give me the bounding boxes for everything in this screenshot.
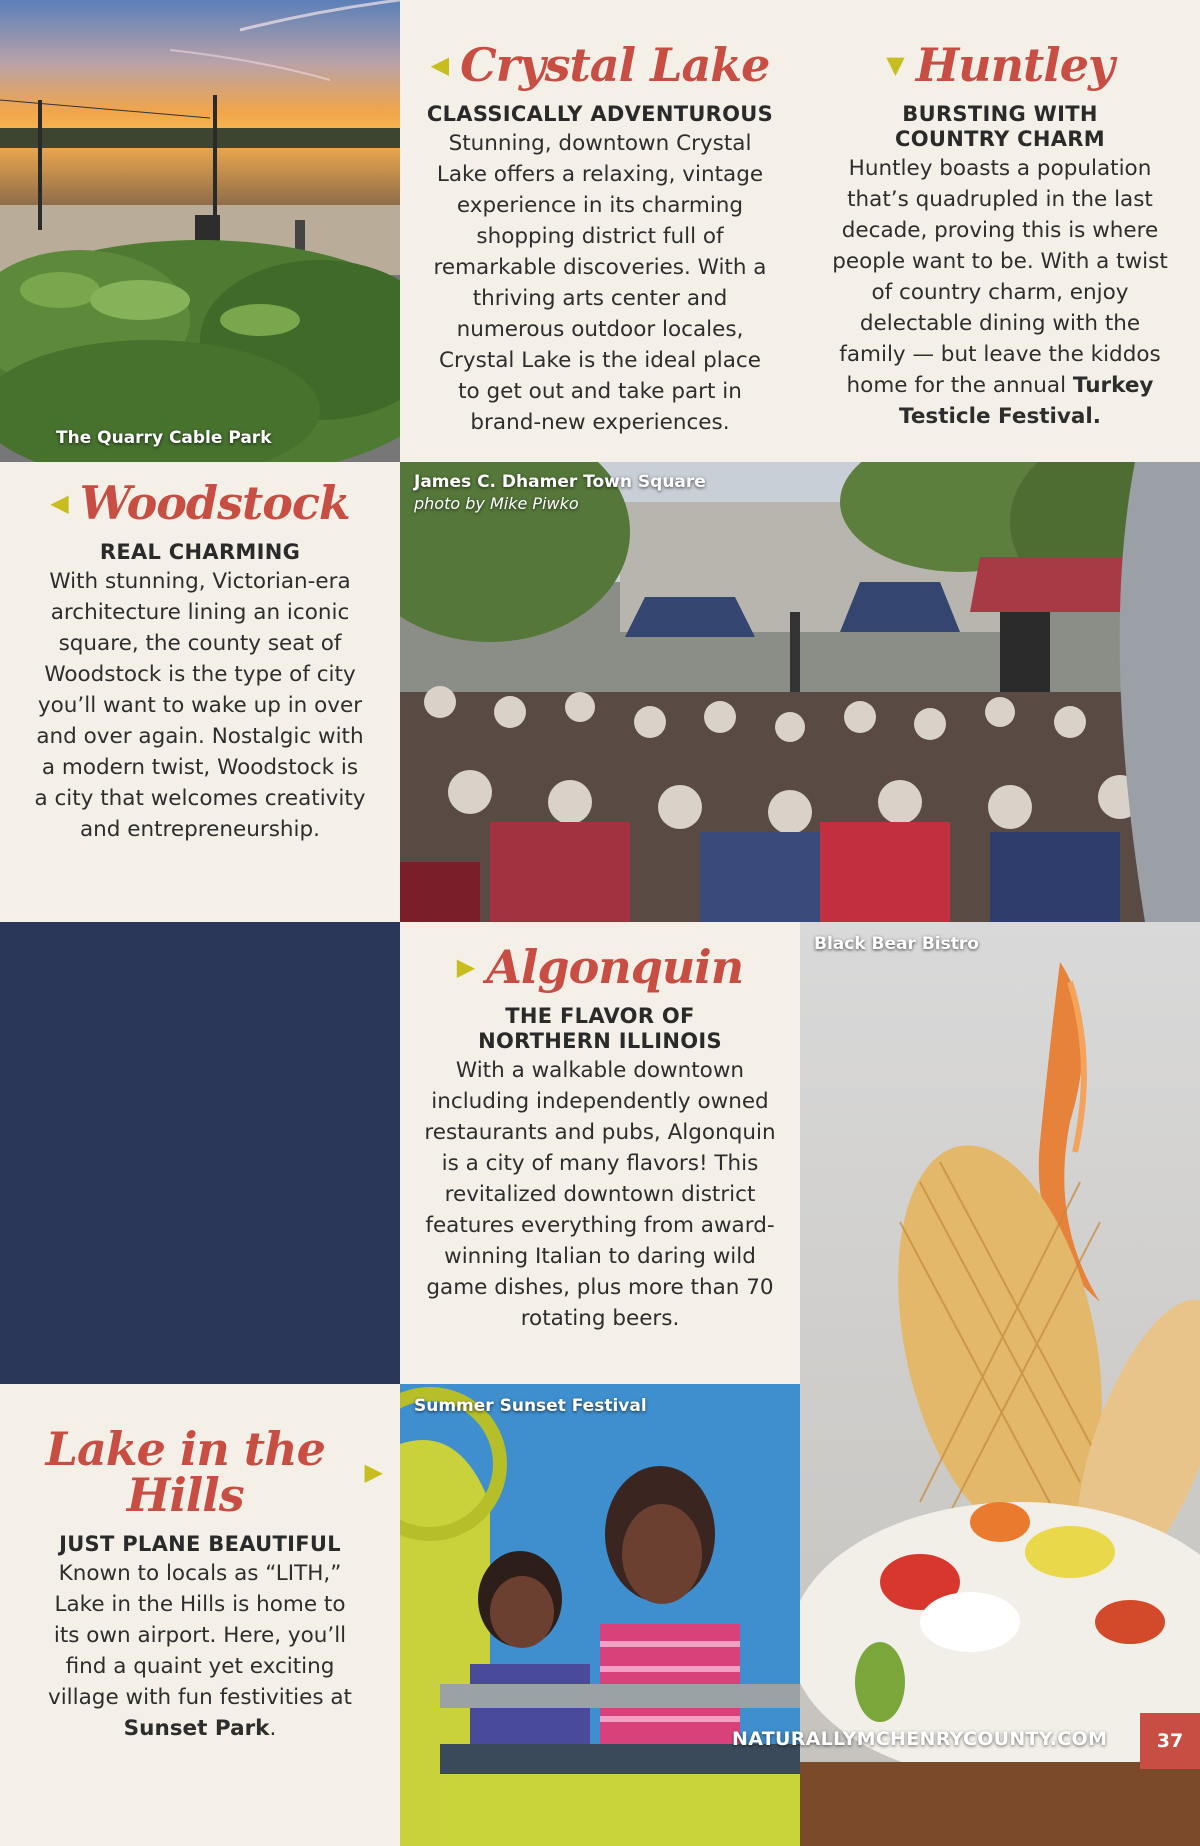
lake-in-the-hills-section: [0, 1384, 400, 1846]
arrow-left-icon: ◀: [430, 50, 449, 79]
black-bear-bistro-photo: [800, 922, 1200, 1846]
huntley-section: [800, 0, 1200, 462]
website-link[interactable]: NATURALLYMCHENRYCOUNTY.COM: [732, 1728, 1108, 1750]
algonquin-subtitle: [418, 1004, 782, 1054]
huntley-heading: [818, 38, 1182, 92]
quarry-cable-park-photo: [0, 0, 400, 462]
algonquin-section: [400, 922, 800, 1384]
arrow-left-icon: ◀: [50, 488, 68, 517]
town-square-photo-credit: photo by Mike Piwko: [414, 494, 579, 513]
crystal-lake-body: Stunning, downtown Crystal Lake offers a relaxing, vintage experience in its charming shopping district full of remarkable discoveries. With a thriving arts center and numerous outdoor locales, Crystal Lake is the ideal place to get out and take part in brand-new experiences.: [433, 131, 767, 435]
town-square-photo: [400, 462, 1200, 922]
page-number: 37: [1140, 1713, 1200, 1769]
algonquin-subtitle-line2: NORTHERN ILLINOIS: [478, 1029, 722, 1054]
huntley-body: [818, 154, 1182, 433]
crystal-lake-section: [400, 0, 800, 462]
algonquin-heading: [418, 940, 782, 994]
algonquin-title: Algonquin: [486, 940, 744, 994]
algonquin-body: With a walkable downtown including independently owned restaurants and pubs, Algonquin is a city of many flavors! This revitalized downtown district features everything from award-winning Italian to daring wild game dishes, plus more than 70 rotating beers.: [424, 1058, 776, 1331]
festival-caption: Summer Sunset Festival: [414, 1396, 647, 1416]
lith-body-end: .: [269, 1715, 277, 1741]
huntley-subtitle-line2: COUNTRY CHARM: [895, 127, 1105, 152]
huntley-subtitle: [818, 102, 1182, 152]
sunset-park: Sunset Park: [123, 1715, 270, 1741]
lith-body: [18, 1559, 382, 1745]
arrow-right-icon: ▶: [456, 952, 475, 981]
woodstock-subtitle: REAL CHARMING: [99, 540, 301, 564]
woodstock-heading: [18, 476, 382, 530]
algonquin-subtitle-line1: THE FLAVOR OF: [505, 1004, 695, 1028]
bistro-caption: Black Bear Bistro: [814, 934, 979, 954]
lith-subtitle: JUST PLANE BEAUTIFUL: [59, 1532, 341, 1556]
lith-heading: [18, 1422, 382, 1522]
lith-title: Lake in the Hills: [45, 1422, 325, 1522]
woodstock-section: [0, 462, 400, 922]
crystal-lake-heading: [418, 38, 782, 92]
crystal-lake-title: Crystal Lake: [460, 38, 770, 92]
turkey-testicle-festival: Turkey Testicle Festival.: [899, 373, 1154, 429]
huntley-body-text: Huntley boasts a population that’s quadrupled in the last decade, proving this is where people want to be. With a twist of country charm, enjoy delectable dining with the family — but leave the kiddos home for the annual: [832, 156, 1168, 399]
woodstock-body: With stunning, Victorian-era architecture lining an iconic square, the county seat of Woodstock is the type of city you’ll want to wake up in over and over again. Nostalgic with a modern twist, Woodstock is a city that welcomes creativity and entrepreneurship.: [34, 569, 366, 842]
woodstock-title: Woodstock: [79, 476, 350, 530]
summer-sunset-festival-photo: [400, 1384, 800, 1846]
arrow-down-icon: ▼: [886, 50, 904, 79]
lith-body-text: Known to locals as “LITH,” Lake in the Hills is home to its own airport. Here, you’ll find a quaint yet exciting village with fun festivities at: [47, 1561, 352, 1710]
huntley-title: Huntley: [915, 38, 1114, 92]
arrow-right-icon: ▶: [364, 1457, 382, 1486]
crystal-lake-subtitle: CLASSICALLY ADVENTUROUS: [426, 102, 774, 126]
town-square-caption: James C. Dhamer Town Square: [414, 472, 706, 492]
quarry-caption: The Quarry Cable Park: [56, 428, 272, 448]
huntley-subtitle-line1: BURSTING WITH: [902, 102, 1098, 126]
navy-block: [0, 922, 400, 1384]
